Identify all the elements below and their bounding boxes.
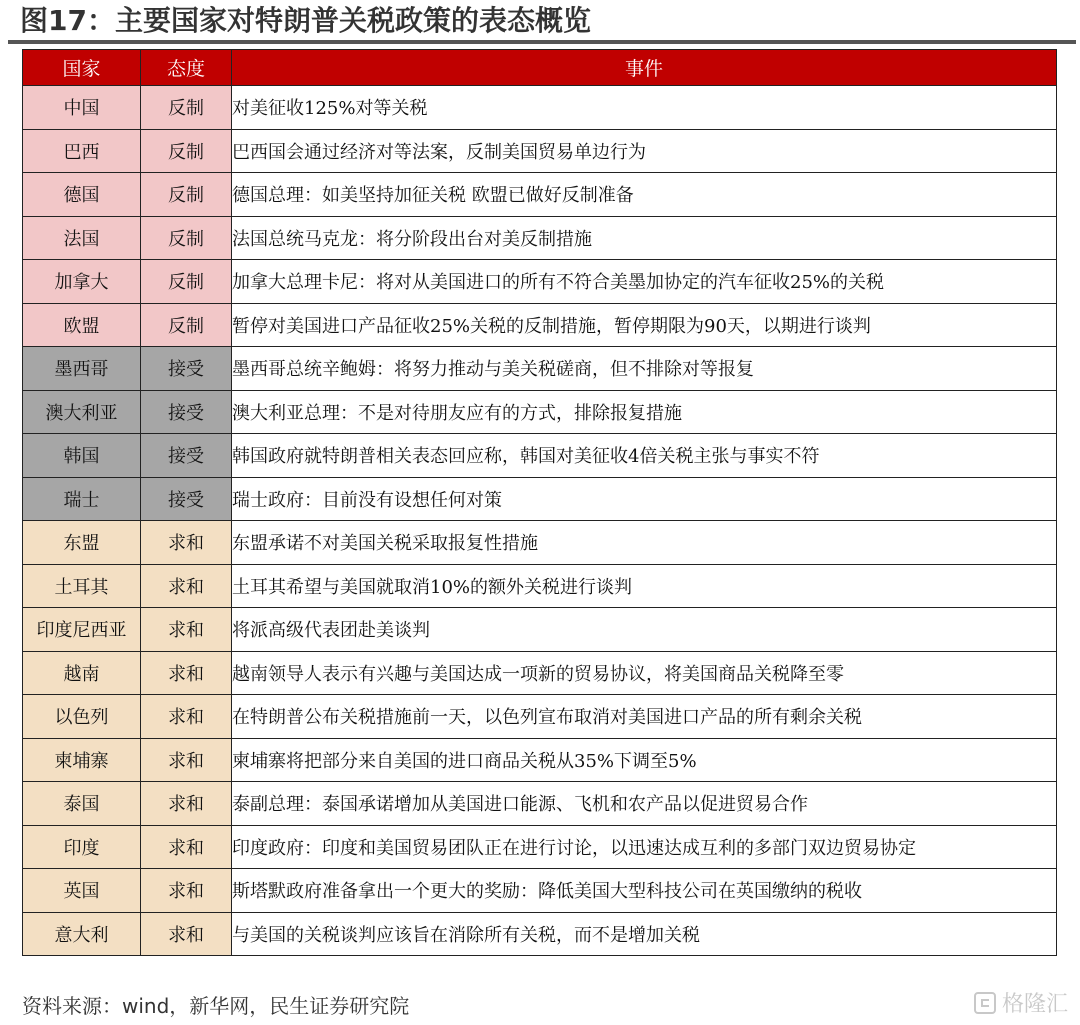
page-title: 图17：主要国家对特朗普关税政策的表态概览 <box>20 4 591 37</box>
watermark-text: 格隆汇 <box>1001 992 1068 1017</box>
table-row <box>23 260 1057 304</box>
event-cell: 瑞士政府：目前没有设想任何对策 <box>232 477 1057 521</box>
table-row <box>23 303 1057 347</box>
country-cell: 印度尼西亚 <box>23 608 141 652</box>
event-cell: 泰副总理：泰国承诺增加从美国进口能源、飞机和农产品以促进贸易合作 <box>232 782 1057 826</box>
table-row <box>23 912 1057 956</box>
event-cell: 将派高级代表团赴美谈判 <box>232 608 1057 652</box>
event-cell: 澳大利亚总理：不是对待朋友应有的方式，排除报复措施 <box>232 390 1057 434</box>
country-cell: 意大利 <box>23 912 141 956</box>
attitude-cell: 反制 <box>141 303 232 347</box>
table-row <box>23 129 1057 173</box>
country-cell: 土耳其 <box>23 564 141 608</box>
attitude-cell: 反制 <box>141 86 232 130</box>
event-cell: 印度政府：印度和美国贸易团队正在进行讨论，以迅速达成互利的多部门双边贸易协定 <box>232 825 1057 869</box>
country-cell: 欧盟 <box>23 303 141 347</box>
table-row <box>23 564 1057 608</box>
table-row <box>23 173 1057 217</box>
event-cell: 柬埔寨将把部分来自美国的进口商品关税从35%下调至5% <box>232 738 1057 782</box>
table-row <box>23 390 1057 434</box>
attitude-cell: 反制 <box>141 129 232 173</box>
tariff-attitude-table <box>22 49 1057 956</box>
table-row <box>23 738 1057 782</box>
attitude-cell: 反制 <box>141 173 232 217</box>
table-row <box>23 434 1057 478</box>
attitude-cell: 求和 <box>141 825 232 869</box>
table-row <box>23 216 1057 260</box>
attitude-cell: 求和 <box>141 695 232 739</box>
gelonghui-logo-icon <box>974 992 996 1014</box>
attitude-cell: 求和 <box>141 521 232 565</box>
attitude-cell: 求和 <box>141 782 232 826</box>
column-header-attitude: 态度 <box>141 50 232 86</box>
country-cell: 瑞士 <box>23 477 141 521</box>
event-cell: 与美国的关税谈判应该旨在消除所有关税，而不是增加关税 <box>232 912 1057 956</box>
event-cell: 土耳其希望与美国就取消10%的额外关税进行谈判 <box>232 564 1057 608</box>
event-cell: 东盟承诺不对美国关税采取报复性措施 <box>232 521 1057 565</box>
event-cell: 巴西国会通过经济对等法案，反制美国贸易单边行为 <box>232 129 1057 173</box>
table-row <box>23 86 1057 130</box>
country-cell: 印度 <box>23 825 141 869</box>
event-cell: 韩国政府就特朗普相关表态回应称，韩国对美征收4倍关税主张与事实不符 <box>232 434 1057 478</box>
table-header-row <box>23 50 1057 86</box>
table-row <box>23 651 1057 695</box>
attitude-cell: 反制 <box>141 260 232 304</box>
event-cell: 德国总理：如美坚持加征关税 欧盟已做好反制准备 <box>232 173 1057 217</box>
table-row <box>23 521 1057 565</box>
attitude-cell: 求和 <box>141 608 232 652</box>
attitude-cell: 反制 <box>141 216 232 260</box>
table-row <box>23 869 1057 913</box>
country-cell: 以色列 <box>23 695 141 739</box>
attitude-cell: 接受 <box>141 477 232 521</box>
event-cell: 暂停对美国进口产品征收25%关税的反制措施，暂停期限为90天，以期进行谈判 <box>232 303 1057 347</box>
country-cell: 加拿大 <box>23 260 141 304</box>
country-cell: 墨西哥 <box>23 347 141 391</box>
attitude-cell: 求和 <box>141 738 232 782</box>
attitude-cell: 求和 <box>141 869 232 913</box>
country-cell: 英国 <box>23 869 141 913</box>
attitude-cell: 接受 <box>141 347 232 391</box>
attitude-cell: 求和 <box>141 912 232 956</box>
table-row <box>23 695 1057 739</box>
table-row <box>23 477 1057 521</box>
table-row <box>23 347 1057 391</box>
country-cell: 德国 <box>23 173 141 217</box>
attitude-cell: 求和 <box>141 564 232 608</box>
column-header-event: 事件 <box>232 50 1057 86</box>
title-divider <box>8 40 1076 44</box>
event-cell: 越南领导人表示有兴趣与美国达成一项新的贸易协议，将美国商品关税降至零 <box>232 651 1057 695</box>
country-cell: 澳大利亚 <box>23 390 141 434</box>
table-row <box>23 782 1057 826</box>
event-cell: 对美征收125%对等关税 <box>232 86 1057 130</box>
country-cell: 越南 <box>23 651 141 695</box>
attitude-cell: 求和 <box>141 651 232 695</box>
country-cell: 巴西 <box>23 129 141 173</box>
country-cell: 法国 <box>23 216 141 260</box>
watermark <box>974 987 1068 1018</box>
country-cell: 泰国 <box>23 782 141 826</box>
country-cell: 东盟 <box>23 521 141 565</box>
event-cell: 斯塔默政府准备拿出一个更大的奖励：降低美国大型科技公司在英国缴纳的税收 <box>232 869 1057 913</box>
attitude-cell: 接受 <box>141 434 232 478</box>
attitude-cell: 接受 <box>141 390 232 434</box>
country-cell: 柬埔寨 <box>23 738 141 782</box>
table-row <box>23 825 1057 869</box>
event-cell: 墨西哥总统辛鲍姆：将努力推动与美关税磋商，但不排除对等报复 <box>232 347 1057 391</box>
country-cell: 中国 <box>23 86 141 130</box>
source-note: 资料来源：wind，新华网，民生证券研究院 <box>22 994 410 1018</box>
column-header-country: 国家 <box>23 50 141 86</box>
event-cell: 加拿大总理卡尼：将对从美国进口的所有不符合美墨加协定的汽车征收25%的关税 <box>232 260 1057 304</box>
country-cell: 韩国 <box>23 434 141 478</box>
event-cell: 法国总统马克龙：将分阶段出台对美反制措施 <box>232 216 1057 260</box>
event-cell: 在特朗普公布关税措施前一天，以色列宣布取消对美国进口产品的所有剩余关税 <box>232 695 1057 739</box>
table-row <box>23 608 1057 652</box>
